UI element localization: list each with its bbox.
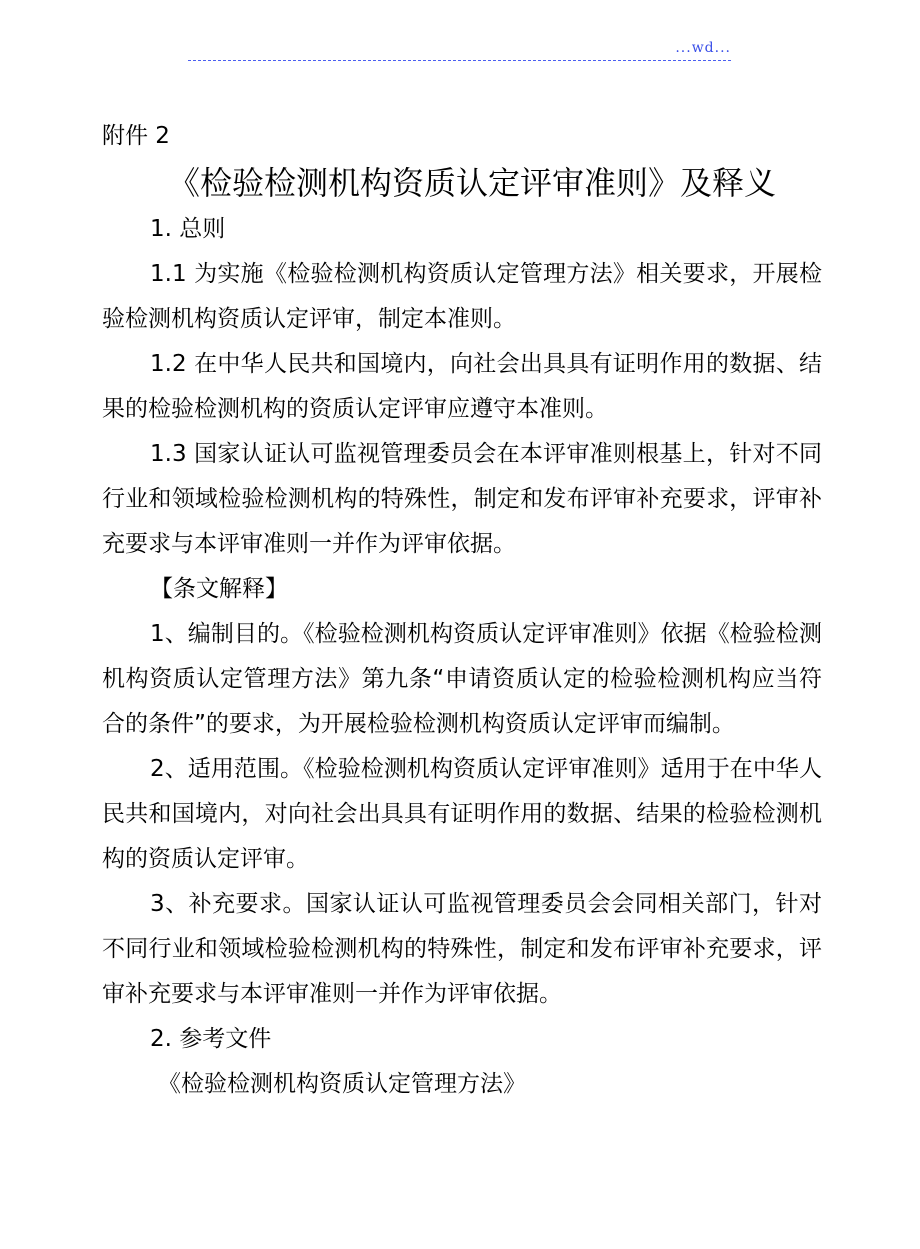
- document-body: [102, 114, 822, 1107]
- header-mark: ...wd...: [675, 40, 731, 56]
- paragraph: 1.3 国家认证认可监视管理委员会在本评审准则根基上，针对不同行业和领域检验检测机构的特殊性，制定和发布评审补充要求，评审补充要求与本评审准则一并作为评审依据。: [102, 441, 822, 557]
- page-header: [188, 40, 731, 61]
- document-title: 《检验检测机构资质认定评审准则》及释义: [167, 164, 776, 202]
- paragraph: 1.1 为实施《检验检测机构资质认定管理方法》相关要求，开展检验检测机构资质认定评审，制定本准则。: [102, 261, 822, 332]
- section-heading: 1. 总则: [150, 216, 226, 242]
- reference-item: 《检验检测机构资质认定管理方法》: [158, 1071, 526, 1097]
- section-heading: 2. 参考文件: [150, 1026, 272, 1052]
- paragraph: 3、补充要求。国家认证认可监视管理委员会会同相关部门，针对不同行业和领域检验检测机构的特殊性，制定和发布评审补充要求，评审补充要求与本评审准则一并作为评审依据。: [102, 891, 822, 1007]
- attachment-label: 附件 2: [102, 123, 170, 149]
- explanation-heading: 【条文解释】: [150, 576, 288, 602]
- paragraph: 1.2 在中华人民共和国境内，向社会出具具有证明作用的数据、结果的检验检测机构的资质认定评审应遵守本准则。: [102, 351, 822, 422]
- paragraph: 2、适用范围。《检验检测机构资质认定评审准则》适用于在中华人民共和国境内，对向社会出具具有证明作用的数据、结果的检验检测机构的资质认定评审。: [102, 756, 822, 872]
- paragraph: 1、编制目的。《检验检测机构资质认定评审准则》依据《检验检测机构资质认定管理方法》第九条“申请资质认定的检验检测机构应当符合的条件”的要求，为开展检验检测机构资质认定评审而编制。: [102, 621, 822, 737]
